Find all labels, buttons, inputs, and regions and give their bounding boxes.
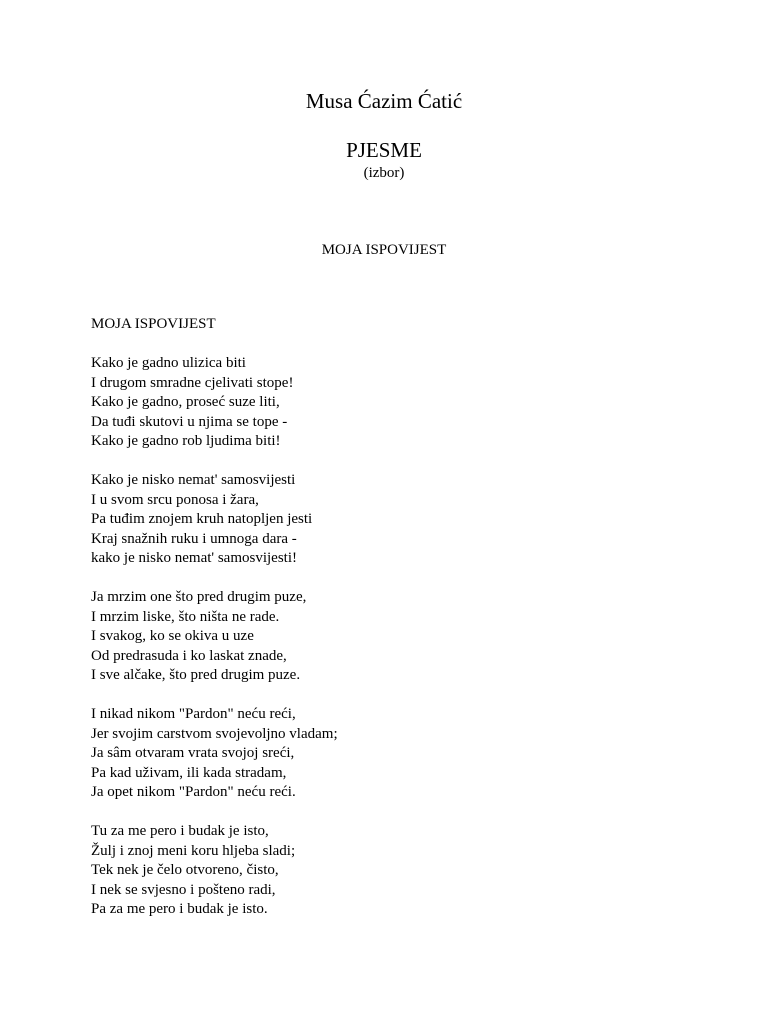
poem-line: Ja sâm otvaram vrata svojoj sreći, [91,745,295,761]
poem [91,315,691,920]
poem-line: Tek nek je čelo otvoreno, čisto, [91,862,279,878]
poem-title: MOJA ISPOVIJEST [91,316,216,332]
collection-subtitle: (izbor) [363,165,405,181]
stanza-4 [91,705,691,803]
poem-line: Kako je nisko nemat' samosvijesti [91,472,296,488]
collection-title: PJESME [346,138,422,162]
stanza-gap [91,569,691,589]
poem-line: Od predrasuda i ko laskat znade, [91,647,287,664]
poem-line: Tu za me pero i budak je isto, [91,823,269,839]
stanza-2 [91,471,691,569]
poem-line: I sve alčake, što pred drugim puze. [91,667,301,683]
poem-line: I mrzim liske, što ništa ne rade. [91,608,280,625]
poem-line: I nikad nikom "Pardon" neću reći, [91,706,296,722]
poem-line: Da tuđi skutovi u njima se tope - [91,413,288,430]
poem-line: I drugom smradne cjelivati stope! [91,374,294,391]
poem-line: Jer svojim carstvom svojevoljno vladam; [91,725,338,742]
poem-line: Pa za me pero i budak je isto. [91,901,268,917]
stanza-5 [91,822,691,920]
poem-line: Ja opet nikom "Pardon" neću reći. [91,784,296,800]
poem-line: Kako je gadno, proseć suze liti, [91,394,280,410]
poem-line: Kraj snažnih ruku i umnoga dara - [91,530,297,547]
poem-line: Ja mrzim one što pred drugim puze, [91,589,307,605]
poem-line: Kako je gadno rob ljudima biti! [91,433,281,449]
author-name: Musa Ćazim Ćatić [305,89,463,113]
stanza-gap [91,803,691,823]
poem-line: I svakog, ko se okiva u uze [91,628,254,644]
stanza-gap [91,335,691,355]
poem-line: Pa tuđim znojem kruh natopljen jesti [91,511,313,527]
stanza-gap [91,452,691,472]
poem-line: kako je nisko nemat' samosvijesti! [91,550,298,566]
poem-line: Kako je gadno ulizica biti [91,355,246,371]
stanza-3 [91,588,691,686]
stanza-1 [91,354,691,452]
stanza-gap [91,686,691,706]
poem-line: Pa kad uživam, ili kada stradam, [91,764,287,781]
poem-line: Žulj i znoj meni koru hljeba sladi; [91,842,296,859]
poem-line: I nek se svjesno i pošteno radi, [91,881,276,898]
section-title: MOJA ISPOVIJEST [321,242,447,258]
poem-line: I u svom srcu ponosa i žara, [91,491,259,508]
